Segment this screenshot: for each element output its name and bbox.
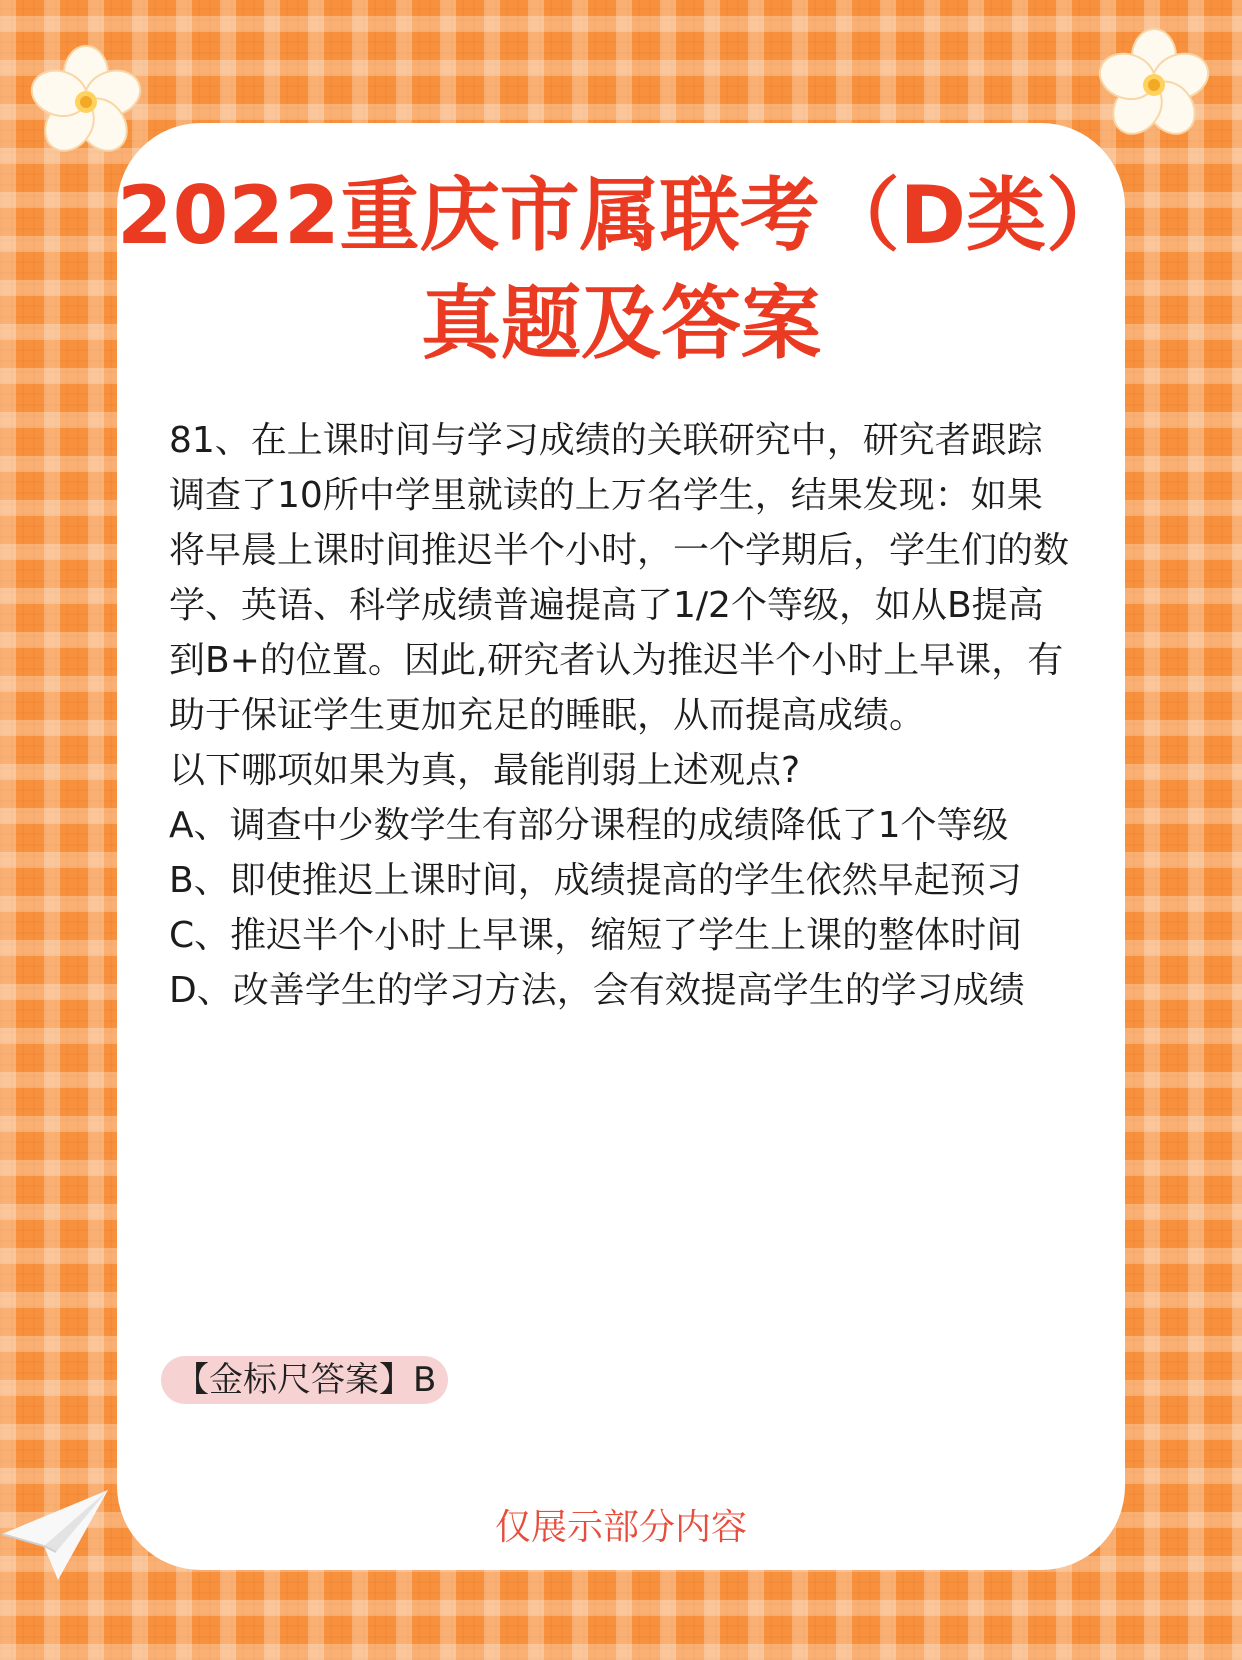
flower-icon xyxy=(1094,25,1214,145)
option-c: C、推迟半个小时上早课，缩短了学生上课的整体时间 xyxy=(169,915,1023,956)
option-d: D、改善学生的学习方法，会有效提高学生的学习成绩 xyxy=(169,970,1025,1011)
answer-badge: 【金标尺答案】B xyxy=(161,1356,448,1404)
paper-plane-icon xyxy=(0,1480,120,1590)
question-stem: 81、在上课时间与学习成绩的关联研究中，研究者跟踪调查了10所中学里就读的上万名学生，结果发现：如果将早晨上课时间推迟半个小时，一个学期后，学生们的数学、英语、科学成绩普遍提高了1/2个等级，如从B提高到B+的位置。因此,研究者认为推迟半个小时上早课，有助于保证学生更加充足的睡眠，从而提高成绩。 xyxy=(169,420,1070,736)
question-prompt: 以下哪项如果为真，最能削弱上述观点? xyxy=(169,750,801,791)
page-title-line-2: 真题及答案 xyxy=(421,277,821,370)
option-b: B、即使推迟上课时间，成绩提高的学生依然早起预习 xyxy=(169,860,1022,901)
flower-icon xyxy=(26,42,146,162)
content-card xyxy=(117,123,1125,1570)
page-title-line-1: 2022重庆市属联考（D类） xyxy=(117,169,1127,262)
option-a: A、调查中少数学生有部分课程的成绩降低了1个等级 xyxy=(169,805,1009,846)
question-content xyxy=(169,413,1069,1018)
footer-note: 仅展示部分内容 xyxy=(494,1507,747,1548)
